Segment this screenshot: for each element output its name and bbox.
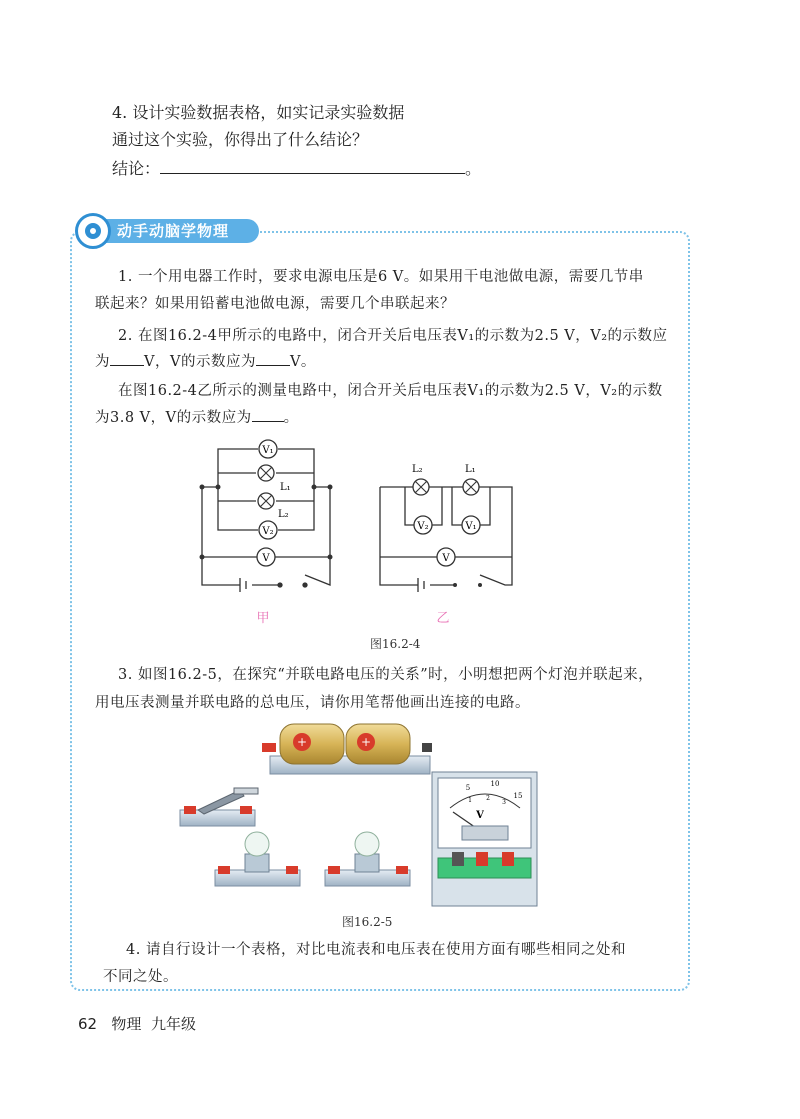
voltmeter-v1-yi-icon [462,516,480,534]
conclusion-blank[interactable] [160,173,465,174]
svg-text:V: V [442,553,450,564]
lamp-l2-yi-icon [413,479,429,495]
footer-subject: 物理 [111,1015,142,1033]
q3-line-2: 用电压表测量并联电路的总电压，请你用笔帮他画出连接的电路。 [95,695,530,711]
q2-line-2a: 为 [95,354,110,370]
q2-line-4 [95,405,299,432]
q2-line-4b: 。 [283,410,299,426]
conclusion-label: 结论： [112,159,161,178]
lamp-l1-label: L₁ [280,482,291,493]
lamp-holder-2-icon [325,832,410,886]
svg-text:2: 2 [486,795,490,802]
circuit-yi [380,487,512,592]
svg-text:V₁: V₁ [262,445,274,456]
page-number: 62 [78,1015,98,1033]
q2-line-4a: 为3.8 V，V的示数应为 [95,410,252,426]
lamp-l2-yi-label: L₂ [412,464,423,475]
svg-text:1: 1 [468,797,472,804]
q2-blank-v-yi[interactable] [252,421,284,422]
q2-line-1: 2. 在图16.2-4甲所示的电路中，闭合开关后电压表V₁的示数为2.5 V，V₂的示数应 [118,328,668,344]
svg-text:5: 5 [465,784,471,792]
lamp-l2-icon [258,493,274,509]
svg-text:+: + [296,735,308,749]
section-banner [75,213,260,249]
q3-line-1: 3. 如图16.2-5，在探究“并联电路电压的关系”时，小明想把两个灯泡并联起来， [118,667,654,683]
lamp-l1-yi-icon [463,479,479,495]
voltmeter-device-icon [432,772,537,906]
conclusion-row [112,156,481,182]
svg-text:+: + [360,735,372,749]
label-yi: 乙 [436,611,450,626]
lamp-l1-icon [258,465,274,481]
section-title: 动手动脑学物理 [117,222,230,240]
voltmeter-v2-icon [259,521,277,539]
fig4-caption: 图16.2-4 [370,637,421,651]
q2-line-2 [95,349,316,376]
svg-text:V₂: V₂ [262,526,274,537]
voltmeter-v-yi-icon [437,548,455,566]
page-footer [78,1013,196,1034]
q1-line-2: 联起来？如果用铅蓄电池做电源，需要几个串联起来？ [95,296,455,312]
lamp-l2-label: L₂ [278,509,289,520]
svg-text:V₁: V₁ [465,521,477,532]
voltmeter-v2-yi-icon [414,516,432,534]
switch-icon [180,788,258,826]
footer-grade: 九年级 [150,1015,196,1033]
q4-line-1: 4. 请自行设计一个表格，对比电流表和电压表在使用方面有哪些相同之处和 [126,942,626,958]
target-icon [75,213,111,249]
svg-text:V: V [262,553,270,564]
q2-line-3: 在图16.2-4乙所示的测量电路中，闭合开关后电压表V₁的示数为2.5 V，V₂的示数 [118,383,663,399]
intro-line-1: 4. 设计实验数据表格，如实记录实验数据 [112,103,405,122]
voltmeter-v-icon [257,548,275,566]
lamp-l1-yi-label: L₁ [465,464,476,475]
lamp-holder-1-icon [215,832,300,886]
label-jia: 甲 [256,611,270,626]
apparatus-figure [170,718,560,908]
svg-text:V₂: V₂ [417,521,429,532]
voltmeter-v1-icon [259,440,277,458]
svg-text:15: 15 [513,792,523,800]
svg-text:3: 3 [502,799,506,806]
battery-holder-icon [262,724,432,774]
fig5-caption: 图16.2-5 [342,915,393,929]
conclusion-end: 。 [465,159,482,178]
circuit-diagrams [180,435,540,630]
intro-line-2: 通过这个实验，你得出了什么结论？ [112,130,369,149]
q2-line-2c: V。 [289,354,316,370]
q2-line-2b: V，V的示数应为 [144,354,256,370]
svg-text:10: 10 [490,780,500,788]
q2-blank-v[interactable] [256,365,290,366]
q2-blank-v2[interactable] [110,365,144,366]
svg-text:V: V [476,810,484,821]
q4-line-2: 不同之处。 [103,969,178,985]
q1-line-1: 1. 一个用电器工作时，要求电源电压是6 V。如果用干电池做电源，需要几节串 [118,269,644,285]
